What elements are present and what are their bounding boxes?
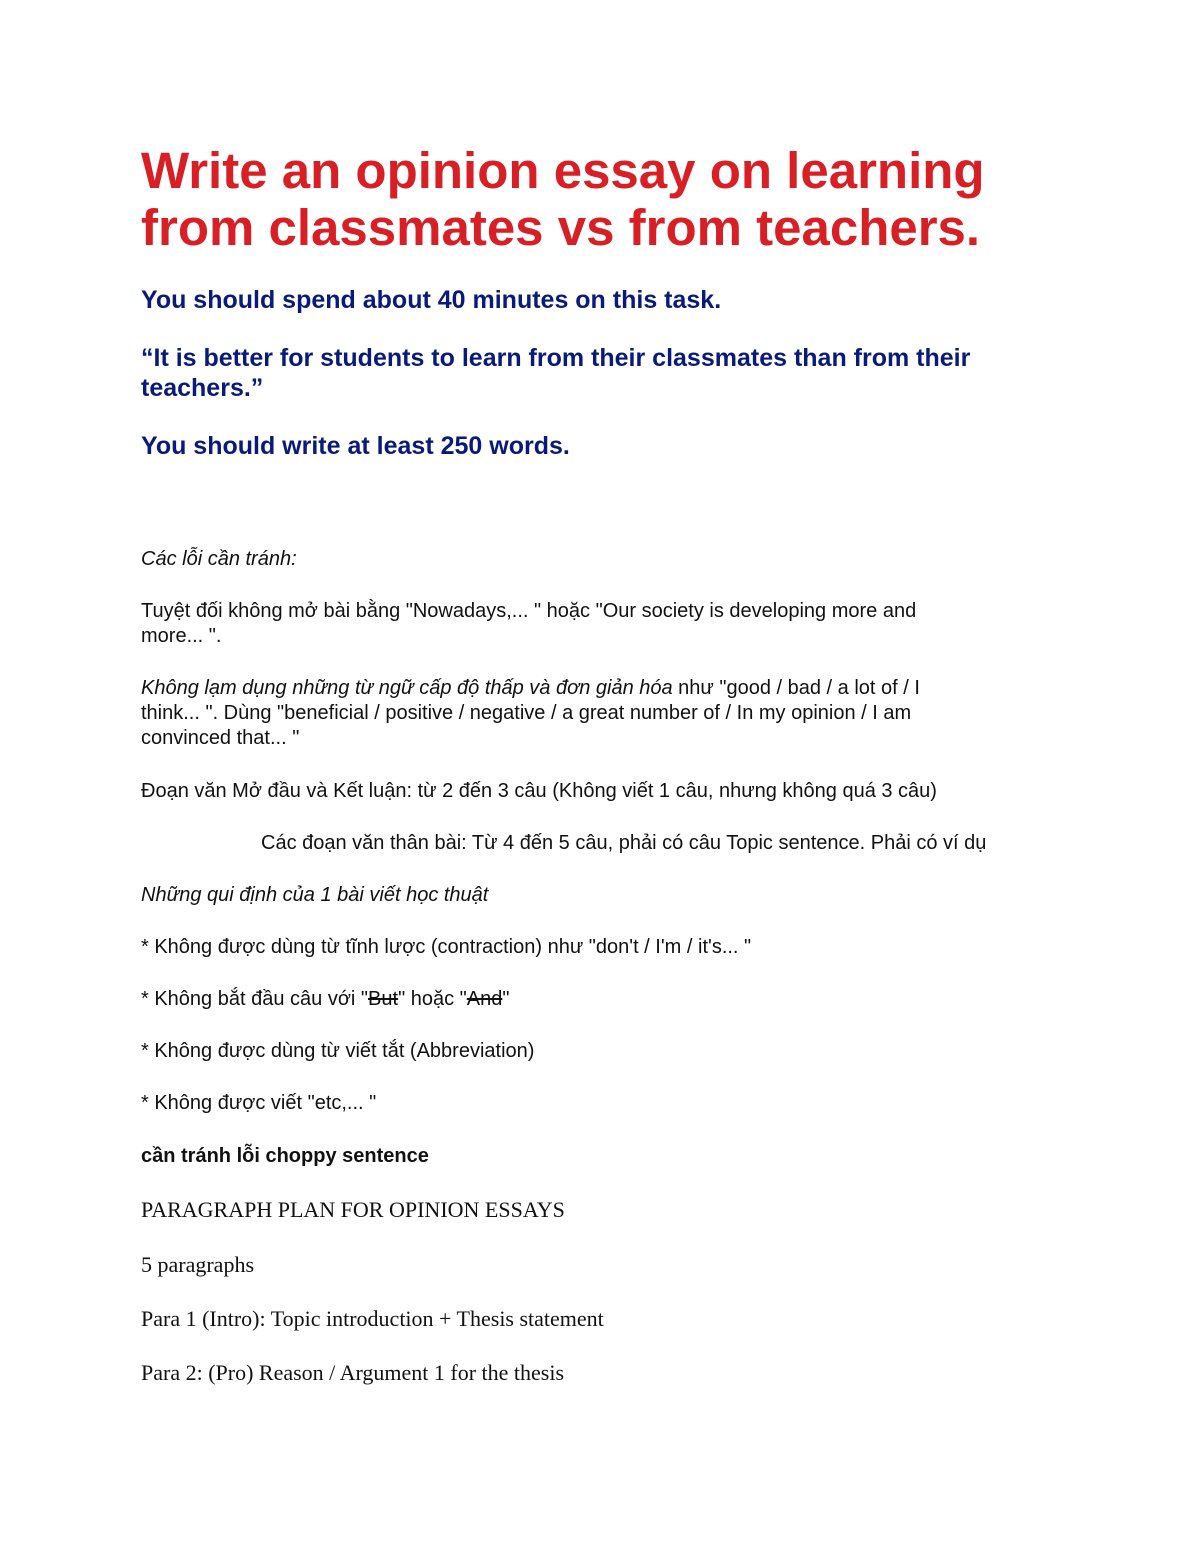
- quote-line-2: teachers.”: [141, 374, 264, 402]
- paragraph-count: 5 paragraphs: [141, 1252, 255, 1277]
- quote-line-1: “It is better for students to learn from their classmates than from their: [141, 344, 971, 372]
- note-opening-line-1: Tuyệt đối không mở bài bằng "Nowadays,... " hoặc "Our society is developing more and: [141, 600, 917, 622]
- plan-heading: PARAGRAPH PLAN FOR OPINION ESSAYS: [141, 1197, 565, 1222]
- title-line-2: from classmates vs from teachers.: [141, 199, 981, 256]
- choppy-sentence-note: cần tránh lỗi choppy sentence: [141, 1145, 429, 1167]
- note-vocabulary-rest: như "good / bad / a lot of / I: [672, 677, 920, 699]
- essay-title: [141, 142, 985, 256]
- rule-sentence-start-c: ": [502, 988, 510, 1010]
- note-vocabulary-italic: Không lạm dụng những từ ngữ cấp độ thấp và đơn giản hóa: [141, 677, 673, 699]
- rule-etc: * Không được viết "etc,... ": [141, 1092, 377, 1114]
- rule-sentence-start-b: " hoặc ": [398, 988, 467, 1010]
- note-opening: [141, 599, 916, 649]
- academic-rules-heading: Những qui định của 1 bài viết học thuật: [141, 884, 489, 906]
- word-count-instruction: You should write at least 250 words.: [141, 432, 570, 460]
- struck-word-but: But: [368, 988, 399, 1010]
- time-instruction: You should spend about 40 minutes on this task.: [141, 286, 722, 314]
- mistakes-heading: Các lỗi cần tránh:: [141, 548, 297, 570]
- rule-abbreviation: * Không được dùng từ viết tắt (Abbreviation): [141, 1040, 535, 1062]
- note-vocabulary-line-1: [141, 676, 920, 701]
- note-vocabulary-line-3: convinced that... ": [141, 727, 300, 749]
- note-vocabulary-line-2: think... ". Dùng "beneficial / positive / negative / a great number of / In my opinion / I am: [141, 702, 912, 724]
- plan-para-1: Para 1 (Intro): Topic introduction + Thesis statement: [141, 1306, 604, 1331]
- essay-prompt-quote: [141, 343, 970, 403]
- note-opening-line-2: more... ".: [141, 625, 222, 647]
- rule-sentence-start: [141, 987, 509, 1012]
- title-line-1: Write an opinion essay on learning: [141, 142, 985, 199]
- struck-word-and: And: [466, 988, 503, 1010]
- plan-para-2: Para 2: (Pro) Reason / Argument 1 for the thesis: [141, 1360, 565, 1385]
- rule-contraction: * Không được dùng từ tĩnh lược (contraction) như "don't / I'm / it's... ": [141, 936, 752, 958]
- note-body-paragraphs: Các đoạn văn thân bài: Từ 4 đến 5 câu, phải có câu Topic sentence. Phải có ví dụ: [261, 832, 987, 854]
- rule-sentence-start-a: * Không bắt đầu câu với ": [141, 988, 369, 1010]
- note-intro-conclusion: Đoạn văn Mở đầu và Kết luận: từ 2 đến 3 câu (Không viết 1 câu, nhưng không quá 3 câu): [141, 780, 937, 802]
- note-vocabulary: [141, 676, 920, 751]
